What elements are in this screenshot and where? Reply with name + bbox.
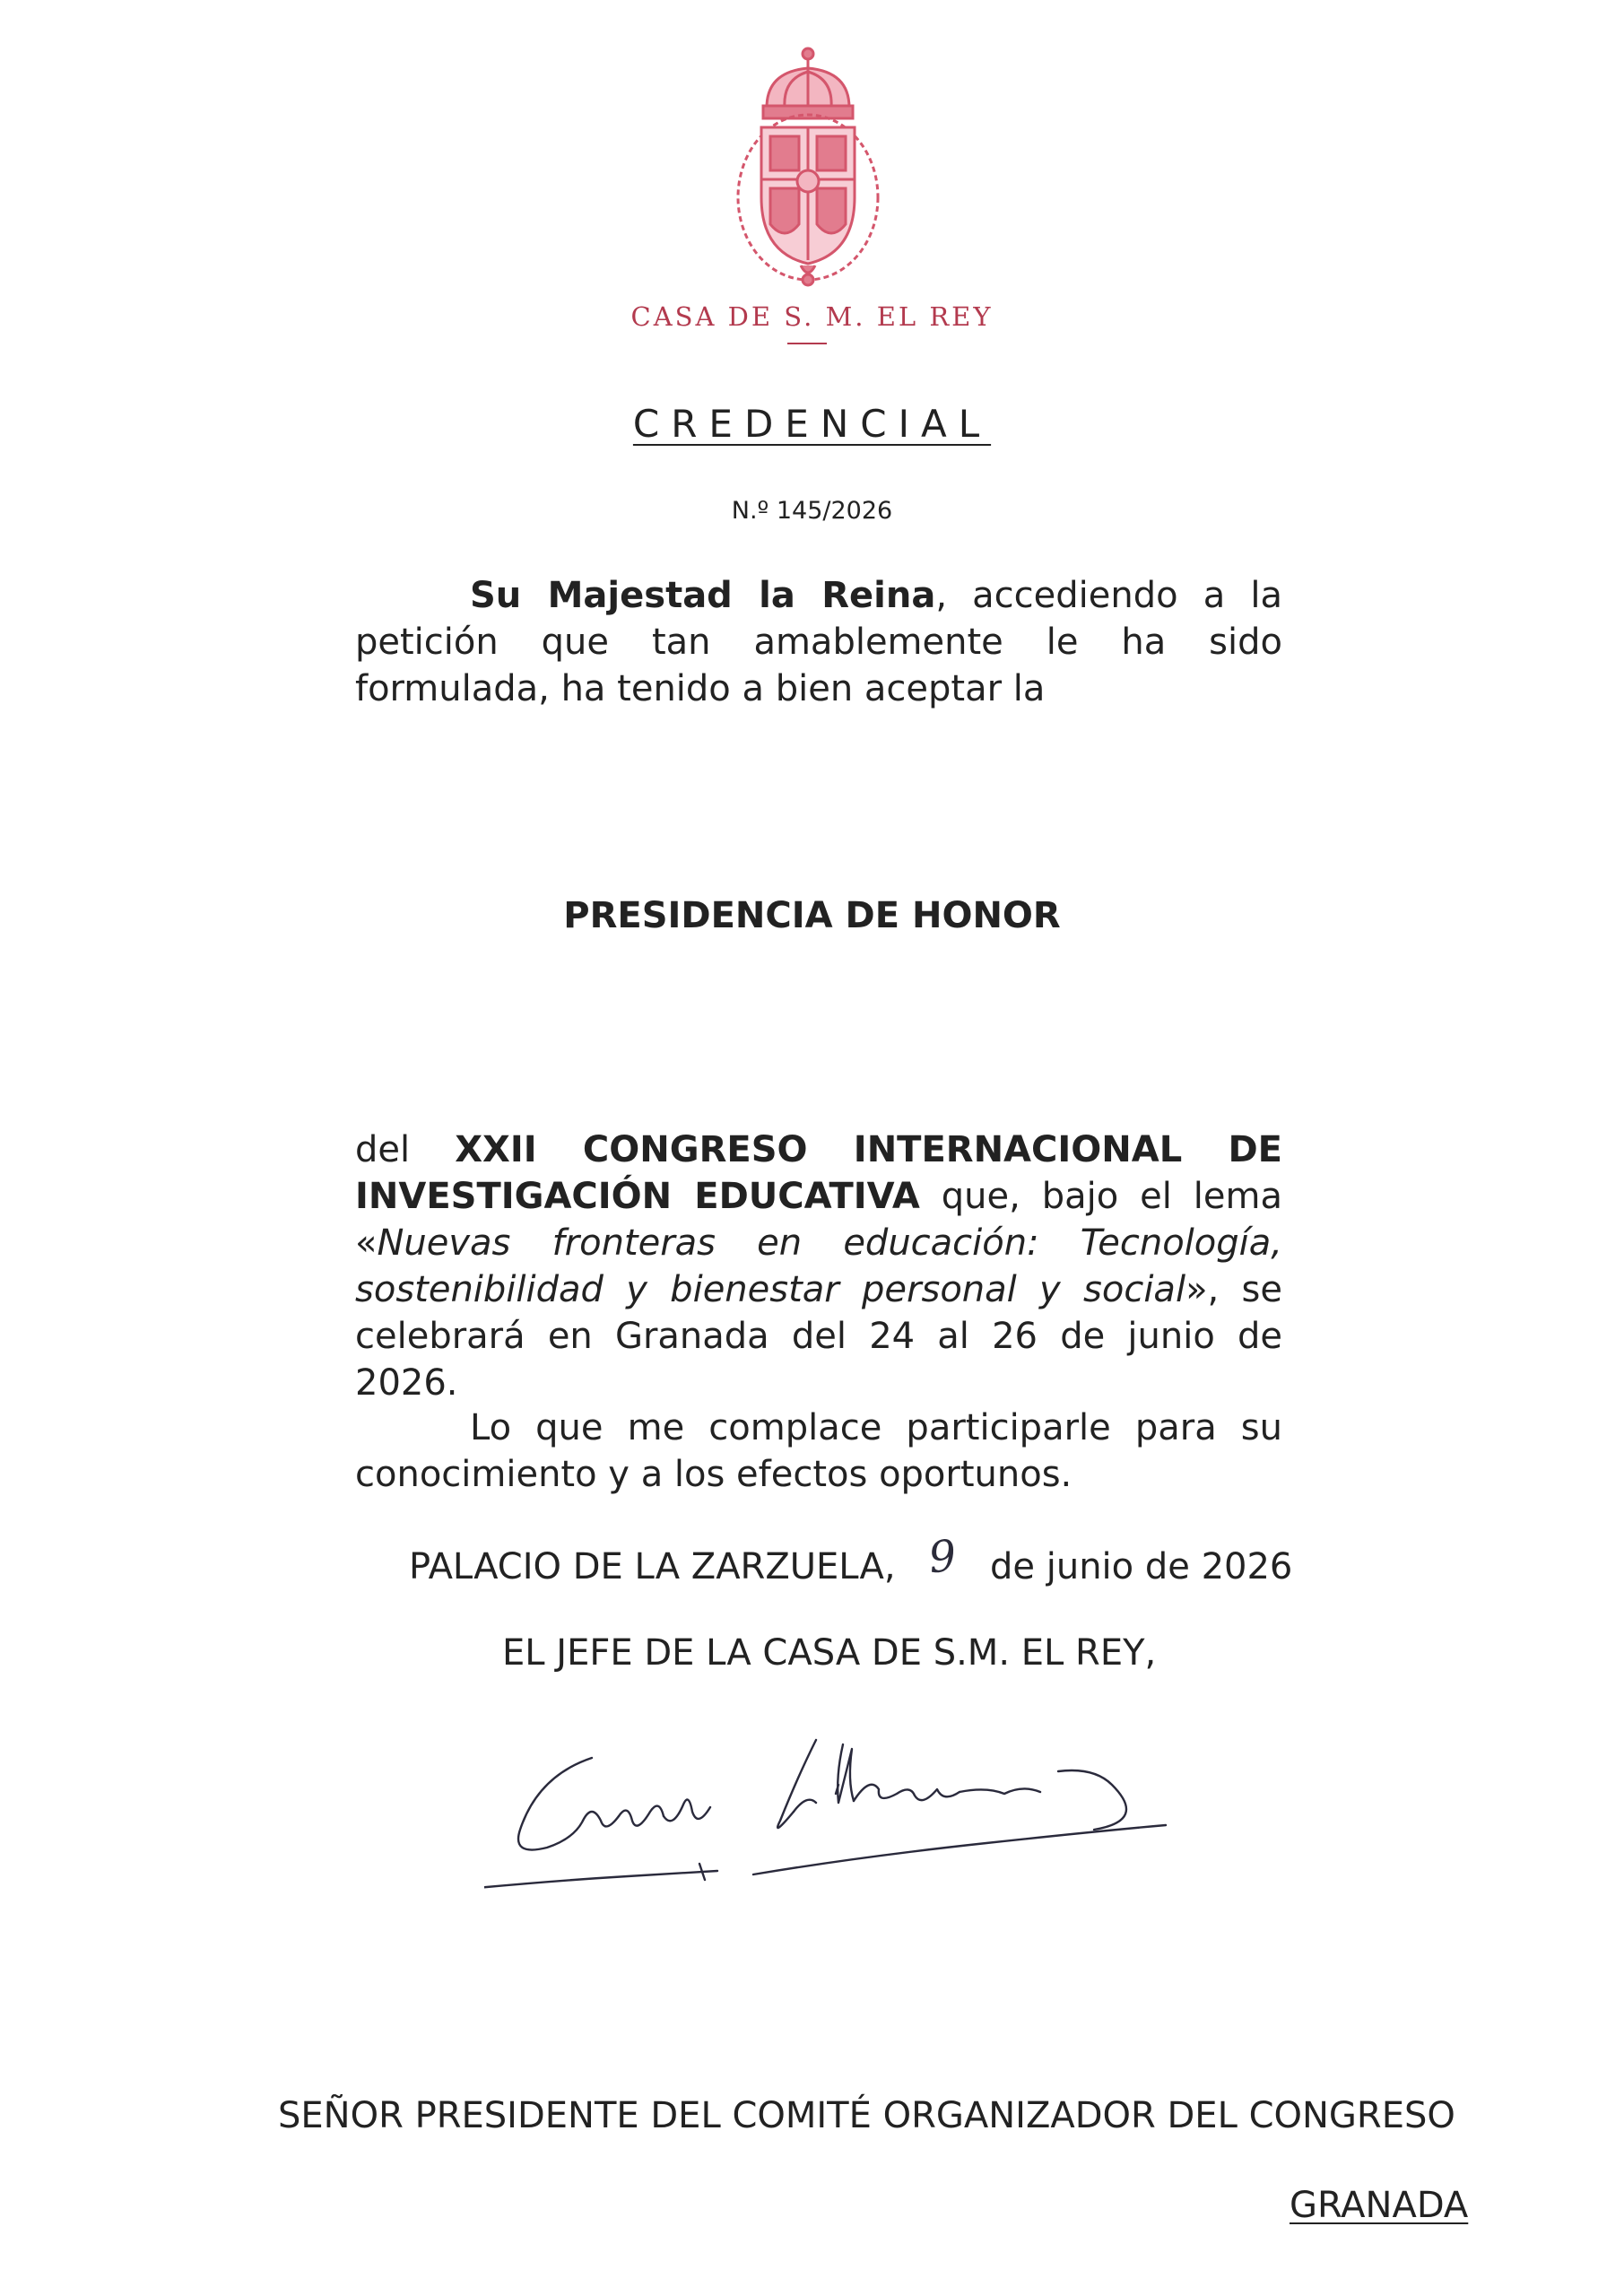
addressee-city: GRANADA	[1290, 2185, 1469, 2226]
paragraph-congress: del XXII CONGRESO INTERNACIONAL DE INVESTIGACIÓN EDUCATIVA que, bajo el lema «Nuevas fronteras en educación: Tecnología, sostenibilidad y bienestar personal y social», se celebrará en Granada del 24 al 26 de junio de 2026.	[355, 1129, 1282, 1404]
place-and-date	[409, 1530, 1293, 1589]
acceptance-text: , accediendo a la petición que tan amablemente le ha sido formulada, ha tenido a bien aceptar la	[355, 575, 1282, 709]
document-title	[0, 402, 1624, 446]
document-number: N.º 145/2026	[731, 497, 893, 525]
honor-title: PRESIDENCIA DE HONOR	[563, 895, 1061, 936]
signer-title: EL JEFE DE LA CASA DE S.M. EL REY,	[502, 1632, 1157, 1674]
handwritten-day: 9	[926, 1530, 960, 1584]
closing-text: Lo que me complace participarle para su conocimiento y a los efectos oportunos.	[355, 1407, 1282, 1495]
paragraph-closing	[355, 1405, 1282, 1498]
house-name-divider	[787, 343, 827, 344]
place: PALACIO DE LA ZARZUELA,	[409, 1546, 896, 1587]
congress-motto: Nuevas fronteras en educación: Tecnología, sostenibilidad y bienestar personal y social	[355, 1222, 1282, 1310]
royal-coat-of-arms-icon	[731, 45, 885, 287]
addressee-recipient: SEÑOR PRESIDENTE DEL COMITÉ ORGANIZADOR DEL CONGRESO	[278, 2095, 1455, 2136]
subject-name: Su Majestad la Reina	[470, 575, 936, 616]
congress-name: XXII CONGRESO INTERNACIONAL DE INVESTIGACIÓN EDUCATIVA	[355, 1129, 1282, 1217]
house-name: CASA DE S. M. EL REY	[630, 301, 994, 332]
paragraph-acceptance	[355, 572, 1282, 712]
date-rest: de junio de 2026	[990, 1546, 1293, 1587]
document-title-text: CREDENCIAL	[632, 402, 992, 446]
handwritten-signature	[484, 1722, 1309, 1937]
